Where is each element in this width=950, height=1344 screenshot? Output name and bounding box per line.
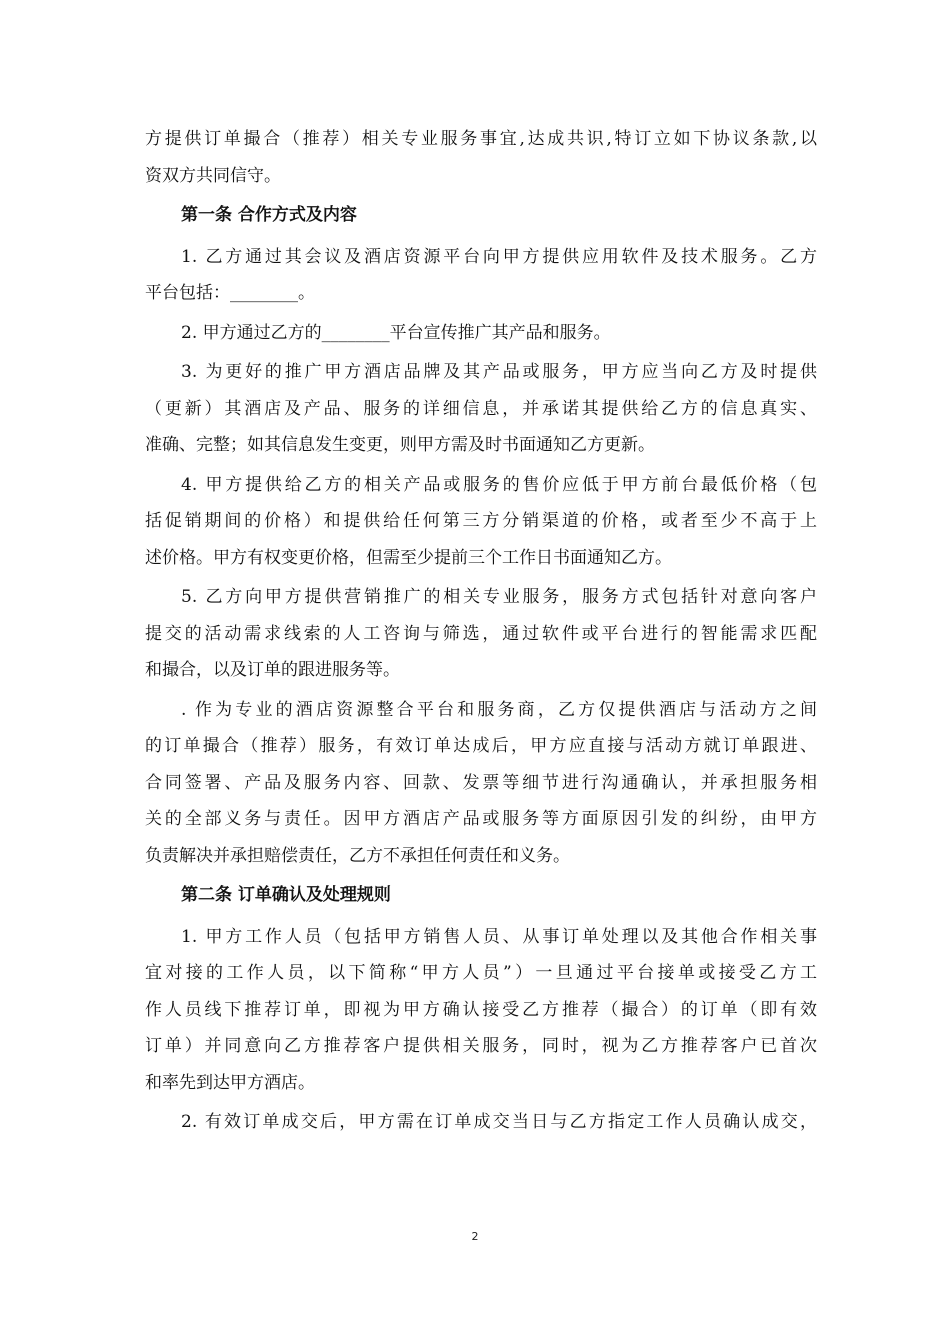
section-1-heading: 第一条 合作方式及内容 (181, 205, 357, 225)
section-1-item-1 (145, 239, 817, 312)
text-line: 准确、完整；如其信息发生变更，则甲方需及时书面通知乙方更新。 (145, 435, 655, 455)
section-1-item-4 (145, 467, 817, 577)
section-1-item-6 (145, 692, 817, 875)
text-line: . 作为专业的酒店资源整合平台和服务商，乙方仅提供酒店与活动方之间 (181, 699, 817, 720)
text-line: 2. 有效订单成交后，甲方需在订单成交当日与乙方指定工作人员确认成交， (181, 1112, 817, 1132)
text-line: 的订单撮合（推荐）服务，有效订单达成后，甲方应直接与活动方就订单跟进、 (145, 736, 817, 756)
text-line: 述价格。甲方有权变更价格，但需至少提前三个工作日书面通知乙方。 (145, 547, 672, 568)
text-line: 和撮合，以及订单的跟进服务等。 (145, 660, 400, 680)
text-line: （更新）其酒店及产品、服务的详细信息，并承诺其提供给乙方的信息真实、 (145, 398, 817, 419)
section-2-item-2 (145, 1104, 817, 1141)
text-line: 资双方共同信守。 (145, 165, 281, 186)
text-line: 方提供订单撮合（推荐）相关专业服务事宜,达成共识,特订立如下协议条款,以 (145, 129, 817, 149)
text-line: 和率先到达甲方酒店。 (145, 1072, 315, 1093)
text-line: 负责解决并承担赔偿责任，乙方不承担任何责任和义务。 (145, 845, 570, 866)
text-line: 订单）并同意向乙方推荐客户提供相关服务，同时，视为乙方推荐客户已首次 (145, 1036, 817, 1056)
text-line: 关的全部义务与责任。因甲方酒店产品或服务等方面原因引发的纠纷，由甲方 (145, 809, 817, 829)
document-body (145, 121, 817, 1144)
text-line: 作人员线下推荐订单，即视为甲方确认接受乙方推荐（撮合）的订单（即有效 (145, 999, 817, 1020)
text-line: 宜对接的工作人员，以下简称“甲方人员”）一旦通过平台接单或接受乙方工 (145, 963, 817, 983)
intro-paragraph (145, 121, 817, 194)
section-1-item-3 (145, 354, 817, 464)
page-number: 2 (471, 1230, 479, 1243)
text-line: 平台包括：________。 (145, 283, 315, 303)
section-1-item-5 (145, 579, 817, 689)
section-2-item-1 (145, 919, 817, 1102)
text-line: 括促销期间的价格）和提供给任何第三方分销渠道的价格，或者至少不高于上 (145, 511, 817, 531)
text-line: 2. 甲方通过乙方的________平台宣传推广其产品和服务。 (181, 322, 611, 343)
section-2-heading: 第二条 订单确认及处理规则 (181, 885, 391, 905)
text-line: 5. 乙方向甲方提供营销推广的相关专业服务，服务方式包括针对意向客户 (181, 587, 817, 607)
text-line: 1. 乙方通过其会议及酒店资源平台向甲方提供应用软件及技术服务。乙方 (181, 246, 817, 267)
text-line: 提交的活动需求线索的人工咨询与筛选，通过软件或平台进行的智能需求匹配 (145, 623, 817, 644)
text-line: 4. 甲方提供给乙方的相关产品或服务的售价应低于甲方前台最低价格（包 (181, 474, 817, 495)
text-line: 1. 甲方工作人员（包括甲方销售人员、从事订单处理以及其他合作相关事 (181, 926, 817, 947)
section-1-item-2 (145, 315, 817, 352)
text-line: 3. 为更好的推广甲方酒店品牌及其产品或服务，甲方应当向乙方及时提供 (181, 362, 817, 382)
text-line: 合同签署、产品及服务内容、回款、发票等细节进行沟通确认，并承担服务相 (145, 772, 817, 793)
